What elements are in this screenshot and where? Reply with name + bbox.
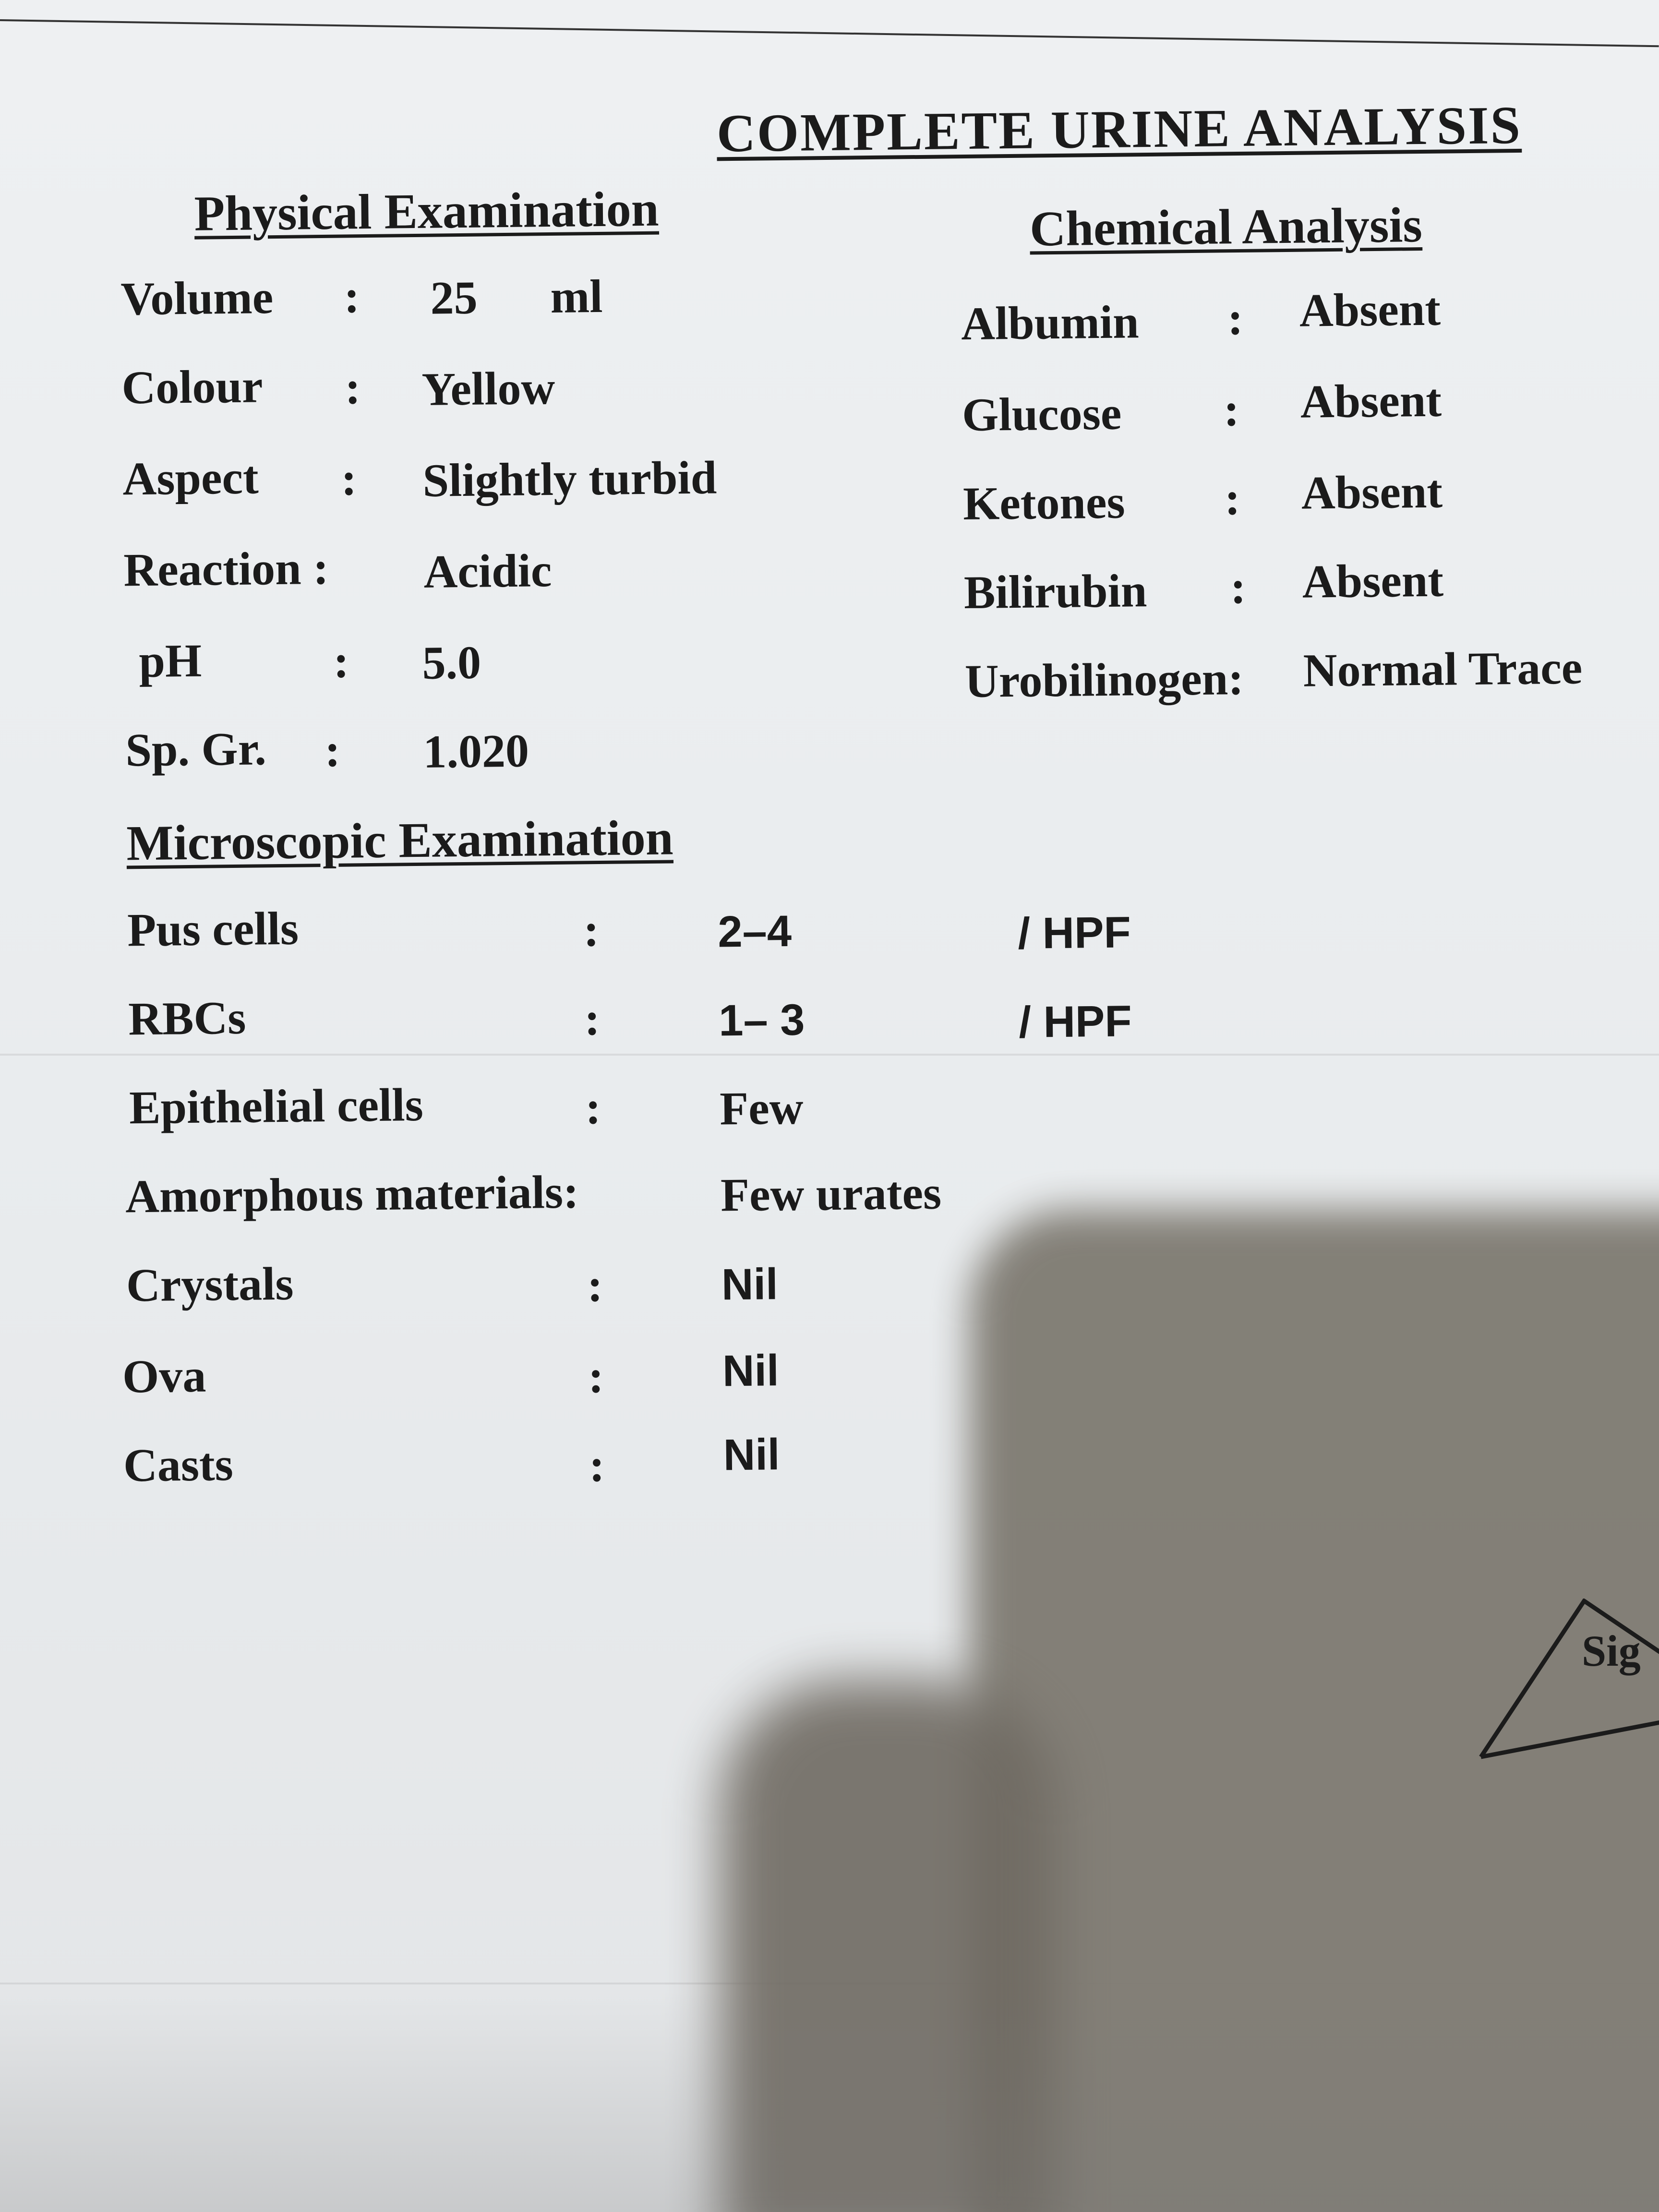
physical-value: Acidic [423,545,552,598]
microscopic-value: Few [719,1082,804,1135]
microscopic-sep: : [587,1259,603,1312]
chemical-label: Glucose [962,387,1122,442]
report-title: COMPLETE URINE ANALYSIS [716,95,1522,164]
chemical-sep: : [1223,384,1240,436]
signature-stamp-text: Sig [1582,1626,1641,1675]
physical-sep: : [333,636,349,688]
microscopic-sep: : [585,1082,601,1134]
microscopic-sep: : [583,904,600,957]
microscopic-label: RBCs [128,992,246,1046]
chemical-value: Absent [1300,374,1442,428]
microscopic-sep: : [589,1439,605,1492]
microscopic-label: Casts [123,1439,234,1492]
microscopic-unit: / HPF [1018,997,1132,1047]
physical-value: 5.0 [421,637,481,689]
physical-sep: : [340,453,357,505]
physical-sep: : [344,362,361,414]
physical-value: Slightly turbid [422,452,717,507]
physical-value: Yellow [421,362,555,416]
microscopic-label: Amorphous materials: [125,1166,579,1223]
chemical-sep: : [1227,292,1244,345]
physical-label: Volume [120,272,274,325]
chemical-label: Urobilinogen: [964,652,1244,708]
microscopic-value: 1– 3 [718,995,805,1046]
microscopic-value: Nil [721,1260,779,1310]
chemical-label: Bilirubin [963,565,1147,619]
physical-label: Reaction : [123,542,329,597]
physical-sep: : [343,271,360,323]
microscopic-value: Nil [723,1430,780,1480]
microscopic-value: 2–4 [717,906,792,957]
microscopic-label: Ova [122,1350,206,1403]
chemical-value: Absent [1302,554,1444,608]
physical-value: 25 [430,272,478,325]
chemical-sep: : [1230,561,1247,614]
signature-stamp [1479,1599,1659,1767]
microscopic-sep: : [584,993,601,1046]
physical-label: Aspect [122,452,259,505]
chemical-value: Absent [1299,283,1441,337]
physical-heading: Physical Examination [194,181,660,241]
chemical-value: Absent [1301,466,1443,519]
microscopic-value: Few urates [720,1167,942,1222]
microscopic-label: Epithelial cells [129,1079,424,1134]
physical-sep: : [324,724,341,777]
chemical-label: Ketones [962,476,1126,530]
chemical-sep: : [1224,473,1241,525]
physical-label: pH [138,635,202,688]
physical-unit: ml [550,270,603,324]
microscopic-label: Crystals [126,1258,294,1312]
physical-value: 1.020 [422,725,529,778]
microscopic-label: Pus cells [127,902,299,957]
chemical-label: Albumin [961,296,1140,350]
microscopic-value: Nil [722,1346,780,1396]
physical-label: Colour [121,361,264,414]
microscopic-sep: : [588,1350,604,1403]
microscopic-heading: Microscopic Examination [126,810,674,871]
chemical-heading: Chemical Analysis [1029,197,1423,257]
chemical-value: Normal Trace [1303,642,1583,697]
microscopic-unit: / HPF [1017,908,1131,958]
physical-label: Sp. Gr. [125,723,267,777]
